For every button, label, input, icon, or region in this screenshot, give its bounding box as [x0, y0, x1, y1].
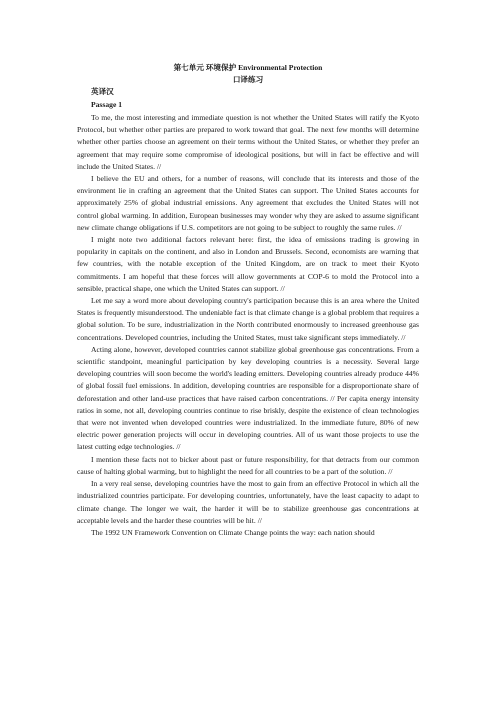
unit-title: 第七单元 环境保护 Environmental Protection	[173, 63, 323, 72]
paragraph: To me, the most interesting and immediate question is not whether the United States will ratify the Kyoto Protocol, but whether other parties are prepared to work toward that goal. The next few months will determine whether other parties choose an agreement on their terms without the United States, or whether they prefer an agreement that may require some compromise of ideological positions, but will in fact be effective and will include the United States. //	[77, 113, 419, 171]
paragraph: I mention these facts not to bicker about past or future responsibility, for that detracts from our common cause of halting global warming, but to highlight the need for all countries to be a part of the solution. //	[77, 454, 419, 476]
paragraph: I might note two additional factors relevant here: first, the idea of emissions trading is growing in popularity in capitals on the continent, and also in London and Brussels. Second, economists are warning that few countries, with the notable exception of the United Kingdom, are on track to meet their Kyoto commitments. I am hopeful that these forces will allow governments at COP-6 to mold the Protocol into a sensible, practical shape, one which the United States can support. //	[77, 235, 419, 293]
section-label: 英译汉	[91, 87, 114, 96]
passage-body	[77, 112, 419, 539]
paragraph: I believe the EU and others, for a number of reasons, will conclude that its interests and those of the environment lie in crafting an agreement that the United States can support. The United States accounts for approximately 25% of global industrial emissions. Any agreement that excludes the United States will not control global warming. In addition, European businesses may wonder why they are asked to assume significant new climate change obligations if U.S. competitors are not going to be subject to roughly the same rules. //	[77, 174, 419, 232]
exercise-subtitle: 口译练习	[232, 75, 264, 84]
paragraph: In a very real sense, developing countries have the most to gain from an effective Protocol in which all the industrialized countries participate. For developing countries, unfortunately, have the least capacity to adapt to climate change. The longer we wait, the harder it will be to stabilize greenhouse gas concentrations at acceptable levels and the harder these countries will be hit. //	[77, 479, 419, 525]
passage-label: Passage 1	[91, 100, 123, 109]
paragraph: Let me say a word more about developing country's participation because this is an area where the United States is frequently misunderstood. The undeniable fact is that climate change is a global problem that requires a global solution. To be sure, industrialization in the North contributed enormously to increased greenhouse gas concentrations. Developed countries, including the United States, must take significant steps immediately. //	[77, 296, 419, 342]
paragraph: The 1992 UN Framework Convention on Climate Change points the way: each nation should	[91, 527, 375, 537]
paragraph: Acting alone, however, developed countries cannot stabilize global greenhouse gas concentrations. From a scientific standpoint, meaningful participation by key developing countries is a necessity. Several large developing countries will soon become the world's leading emitters. Developing countries already produce 44% of global fossil fuel emissions. In addition, developing countries are responsible for a disproportionate share of deforestation and other land-use practices that have raised carbon concentrations. // Per capita energy intensity ratios in some, not all, developing countries continue to rise briskly, despite the existence of clean technologies that were not invented when developed countries were industrialized. In the immediate future, 80% of new electric power generation projects will occur in developing countries. All of us want those projects to use the latest cutting edge technologies. //	[77, 344, 419, 452]
